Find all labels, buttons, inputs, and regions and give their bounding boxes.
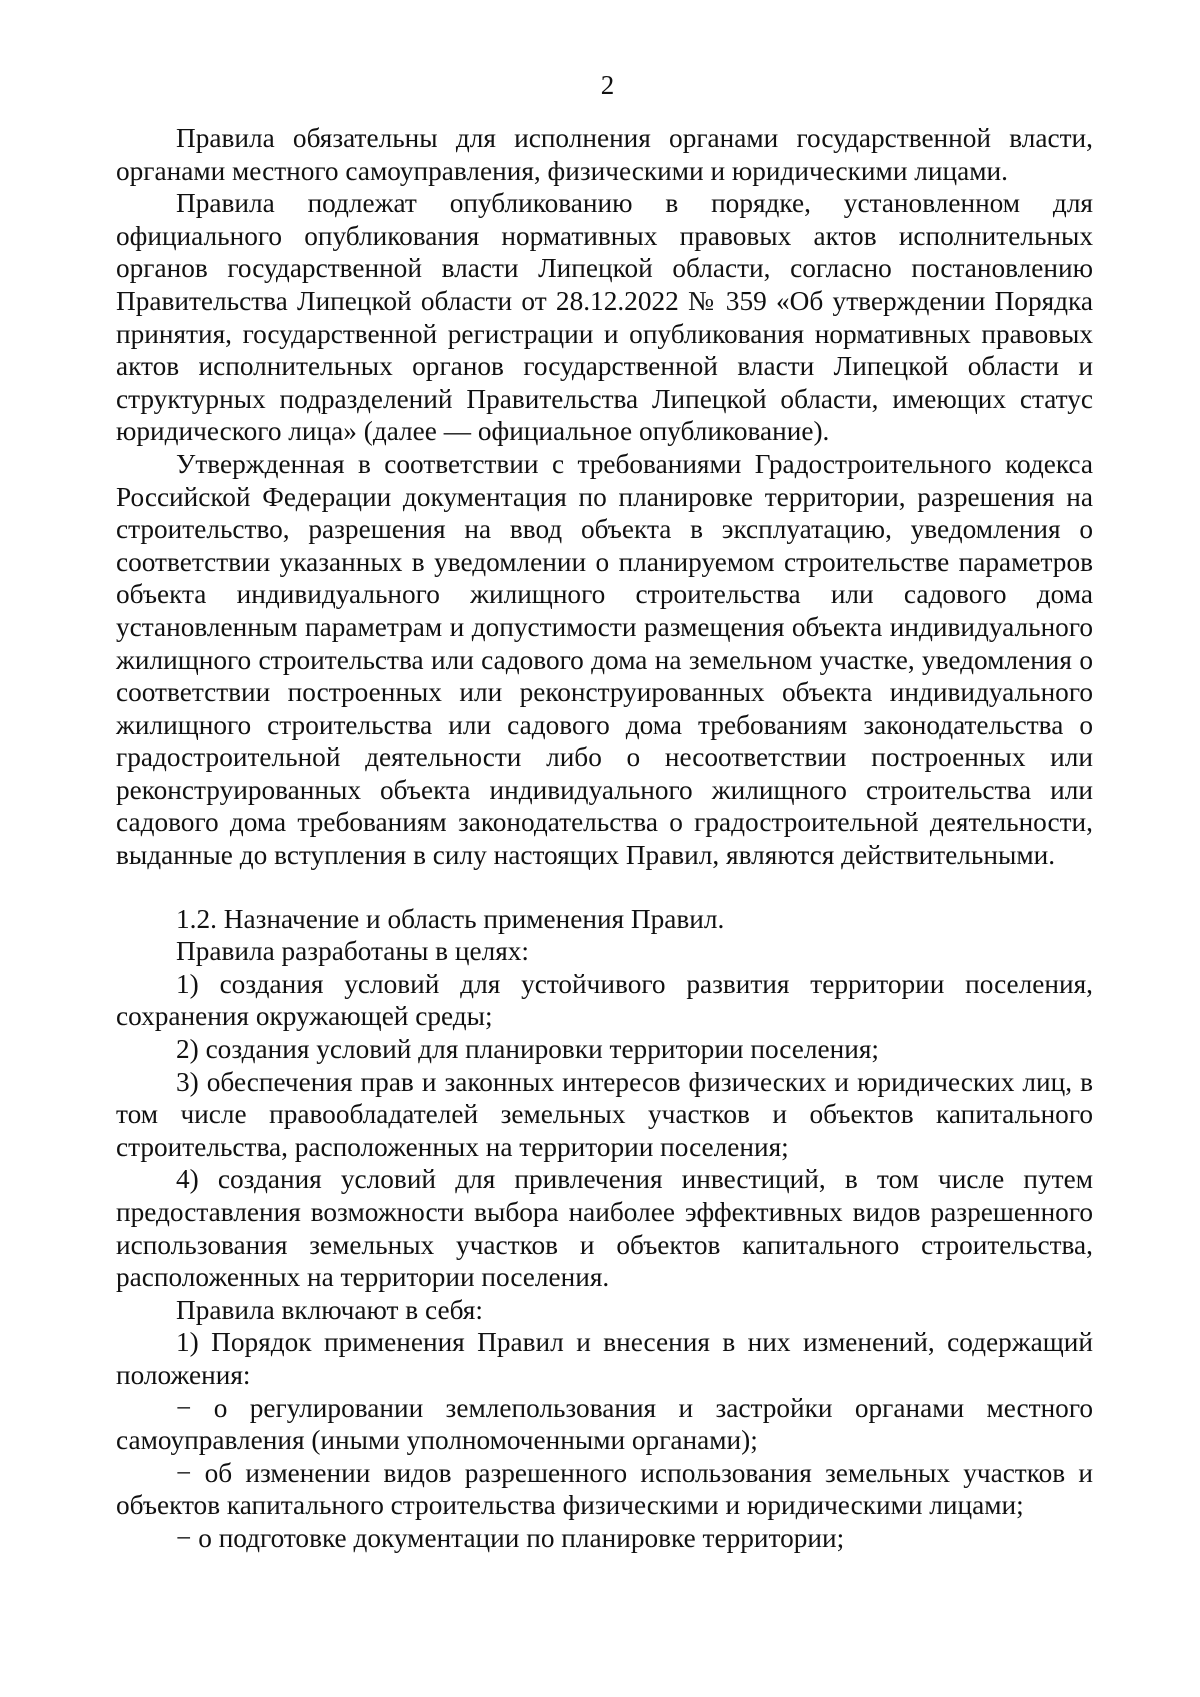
- page-number: 2: [600, 70, 615, 100]
- list-item-goal-3: 3) обеспечения прав и законных интересов физических и юридических лиц, в том числе правообладателей земельных участков и объектов капитального строительства, расположенных на территории поселения;: [116, 1066, 1093, 1162]
- paragraph-goals-intro: Правила разработаны в целях:: [176, 936, 530, 967]
- list-item-dash-3: − о подготовке документации по планировке территории;: [176, 1522, 845, 1553]
- paragraph-contents-intro: Правила включают в себя:: [176, 1294, 483, 1325]
- list-item-goal-4: 4) создания условий для привлечения инвестиций, в том числе путем предоставления возможности выбора наиболее эффективных видов разрешенного использования земельных участков и объектов капитального строительства, расположенных на территории поселения.: [116, 1164, 1093, 1293]
- list-item-dash-2: − об изменении видов разрешенного использования земельных участков и объектов капитального строительства физическими и юридическими лицами;: [116, 1457, 1093, 1521]
- paragraph-documentation-valid: Утвержденная в соответствии с требованиями Градостроительного кодекса Российской Федерации документация по планировке территории, разрешения на строительство, разрешения на ввод объекта в эксплуатацию, уведомления о соответствии указанных в уведомлении о планируемом строительстве параметров объекта индивидуального жилищного строительства или садового дома установленным параметрам и допустимости размещения объекта индивидуального жилищного строительства или садового дома на земельном участке, уведомления о соответствии построенных или реконструированных объекта индивидуального жилищного строительства или садового дома требованиям законодательства о градостроительной деятельности либо о несоответствии построенных или реконструированных объекта индивидуального жилищного строительства или садового дома требованиям законодательства о градостроительной деятельности, выданные до вступления в силу настоящих Правил, являются действительными.: [116, 448, 1093, 871]
- document-page: [116, 70, 1093, 1555]
- paragraph-rules-mandatory: Правила обязательны для исполнения органами государственной власти, органами местного самоуправления, физическими и юридическими лицами.: [116, 123, 1093, 186]
- section-heading-1-2: 1.2. Назначение и область применения Правил.: [176, 903, 725, 934]
- section-spacer: [116, 872, 1093, 903]
- paragraph-rules-publication: Правила подлежат опубликованию в порядке, установленном для официального опубликования нормативных правовых актов исполнительных органов государственной власти Липецкой области, согласно постановлению Правительства Липецкой области от 28.12.2022 № 359 «Об утверждении Порядка принятия, государственной регистрации и опубликования нормативных правовых актов исполнительных органов государственной власти Липецкой области и структурных подразделений Правительства Липецкой области, имеющих статус юридического лица» (далее — официальное опубликование).: [116, 188, 1093, 447]
- list-item-goal-1: 1) создания условий для устойчивого развития территории поселения, сохранения окружающей среды;: [116, 968, 1093, 1032]
- list-item-content-1: 1) Порядок применения Правил и внесения в них изменений, содержащий положения:: [116, 1327, 1093, 1390]
- list-item-dash-1: − о регулировании землепользования и застройки органами местного самоуправления (иными уполномоченными органами);: [116, 1392, 1093, 1456]
- list-item-goal-2: 2) создания условий для планировки территории поселения;: [176, 1034, 879, 1065]
